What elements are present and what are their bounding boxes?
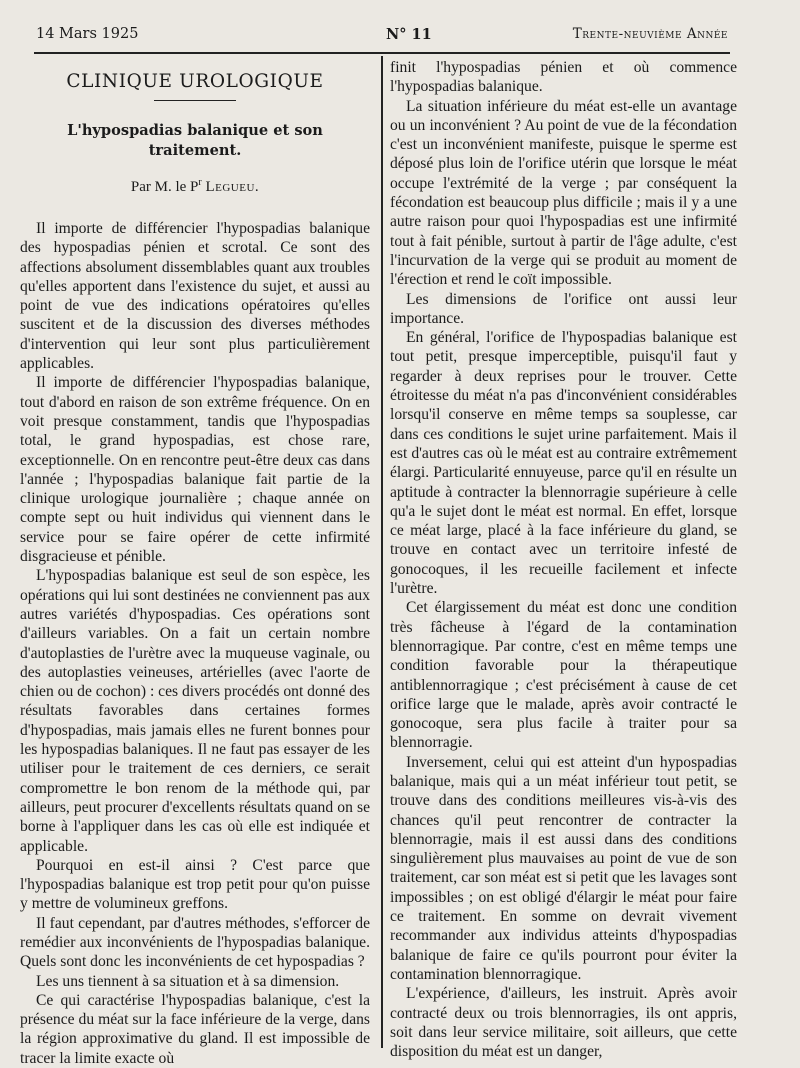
- paragraph: Cet élargissement du méat est donc une condition très fâcheuse à l'égard de la contamination blennorragique. Par contre, c'est en même temps une condition favorable pour la thérapeutique antiblennorragique ; c'est précisément à cause de cet orifice large que le malade, après avoir contracté le gonocoque, sera plus facile à traiter pour sa blennorragie.: [390, 599, 737, 752]
- volume-year: Trente-neuvième Année: [572, 26, 728, 42]
- issue-date: 14 Mars 1925: [36, 26, 139, 42]
- header-rule: [34, 52, 730, 54]
- paragraph-continued: finit l'hypospadias pénien et où commence l'hypospadias balanique.: [390, 59, 737, 96]
- paragraph: Inversement, celui qui est atteint d'un hypospadias balanique, mais qui a un méat inférieur tout petit, se trouve dans des conditions meilleures vis-à-vis des chances qu'il peut rencontrer de contracter la blennorragie, mais il est aussi dans des conditions singulièrement plus mauvaises au point de vue de son traitement, car son méat est si petit que les lavages sont impossibles ; on est obligé d'élargir le méat pour faire ce traitement. En somme on devrait vivement recommander aux individus atteints d'hypospadias balanique de faire ce qu'ils pourront pour éviter la contamination blennorragique.: [390, 753, 737, 983]
- paragraph: Il faut cependant, par d'autres méthodes, s'efforcer de remédier aux inconvénients de l'hypospadias balanique. Quels sont donc les inconvénients de cet hypospadias ?: [20, 914, 370, 971]
- right-column: [390, 58, 737, 1061]
- left-column: [20, 58, 370, 1067]
- paragraph: Ce qui caractérise l'hypospadias balanique, c'est la présence du méat sur la face inférieure de la verge, dans la région approximative du gland. Il est impossible de tracer la limite exacte où: [20, 991, 370, 1067]
- paragraph: En général, l'orifice de l'hypospadias balanique est tout petit, presque imperceptible, puisqu'il faut y regarder à deux reprises pour le trouver. Cette étroitesse du méat n'a pas d'inconvénient considérables lorsqu'il conserve en même temps sa souplesse, car dans ces conditions le sujet urine parfaitement. Mais il est d'autres cas où le méat est au contraire extrêmement élargi. Particularité ennuyeuse, parce qu'il en résulte un aptitude à contracter la blennorragie supérieure à celle qu'a le sujet dont le méat est normal. En effet, lorsque ce méat large, placé à la face inférieure du gland, se trouve en contact avec un territoire infesté de gonocoques, il les recueille facilement et infecte l'urètre.: [390, 329, 737, 598]
- byline-author: Legueu.: [205, 179, 260, 195]
- paragraph: La situation inférieure du méat est-elle un avantage ou un inconvénient ? Au point de vue de la fécondation c'est un inconvénient manifeste, puisque le sperme est déposé plus loin de l'orifice utérin que lorsque le méat occupe l'extrémité de la verge ; par conséquent la fécondation est beaucoup plus difficile ; mais il y a une autre raison pour quoi l'hypospadias est une infirmité tout à fait pénible, surtout à partir de l'âge adulte, c'est l'incurvation de la verge qui se produit au moment de l'érection et rend le coït impossible.: [390, 97, 737, 289]
- title-rule: [154, 100, 236, 101]
- paragraph: Il importe de différencier l'hypospadias balanique des hypospadias pénien et scrotal. Ce sont des affections absolument dissemblables quant aux troubles qu'elles apportent dans l'existence du sujet, et aussi au point de vue des indications opératoires qu'elles suscitent et de la discussion des diverses méthodes d'intervention qui leur sont plus particulièrement applicables.: [20, 220, 370, 373]
- paragraph: L'hypospadias balanique est seul de son espèce, les opérations qui lui sont destinées ne conviennent pas aux autres variétés d'hypospadias. Ces opérations sont d'ailleurs variables. On a fait un certain nombre d'autoplasties de l'urètre avec la muqueuse vaginale, ou des autoplasties veineuses, artérielles (avec l'aorte de chien ou de cochon) : ces divers procédés ont donné des résultats favorables dans certaines formes d'hypospadias, mais jamais elles ne furent bonnes pour les hypospadias balaniques. Il ne faut pas essayer de les utiliser pour le traitement de ces derniers, ce serait compromettre le bon renom de la méthode qui, par ailleurs, peut procurer d'excellents résultats quand on se borne à l'appliquer dans les cas où elle est indiquée et applicable.: [20, 567, 370, 855]
- article-title: L'hypospadias balanique et son traitement.: [67, 122, 323, 159]
- paragraph: Les dimensions de l'orifice ont aussi leur importance.: [390, 290, 737, 327]
- paragraph: Les uns tiennent à sa situation et à sa dimension.: [36, 972, 340, 990]
- byline-prefix: Par M. le P: [130, 179, 199, 195]
- byline: [20, 173, 370, 197]
- byline-superscript: r: [198, 177, 202, 188]
- column-divider: [381, 56, 383, 1048]
- paragraph: Pourquoi en est-il ainsi ? C'est parce que l'hypospadias balanique est trop petit pour qu'on puisse y mettre de volumineux greffons.: [20, 856, 370, 913]
- paragraph: L'expérience, d'ailleurs, les instruit. Après avoir contracté deux ou trois blennorragies, ils ont appris, soit dans leur service militaire, soit ailleurs, que cette disposition du méat est un danger,: [390, 985, 737, 1061]
- paragraph: Il importe de différencier l'hypospadias balanique, tout d'abord en raison de son extrême fréquence. On en voit presque constamment, tandis que l'hypospadias total, le grand hypospadias, est chose rare, exceptionnelle. On en rencontre peut-être deux cas dans l'année ; l'hypospadias balanique fait partie de la clinique urologique journalière ; chaque année on compte sept ou huit individus qui viennent dans le service pour se faire opérer de cette infirmité disgracieuse et pénible.: [20, 374, 370, 566]
- issue-number: N° 11: [386, 26, 432, 43]
- page-header: [36, 26, 728, 48]
- section-title: CLINIQUE UROLOGIQUE: [66, 71, 324, 92]
